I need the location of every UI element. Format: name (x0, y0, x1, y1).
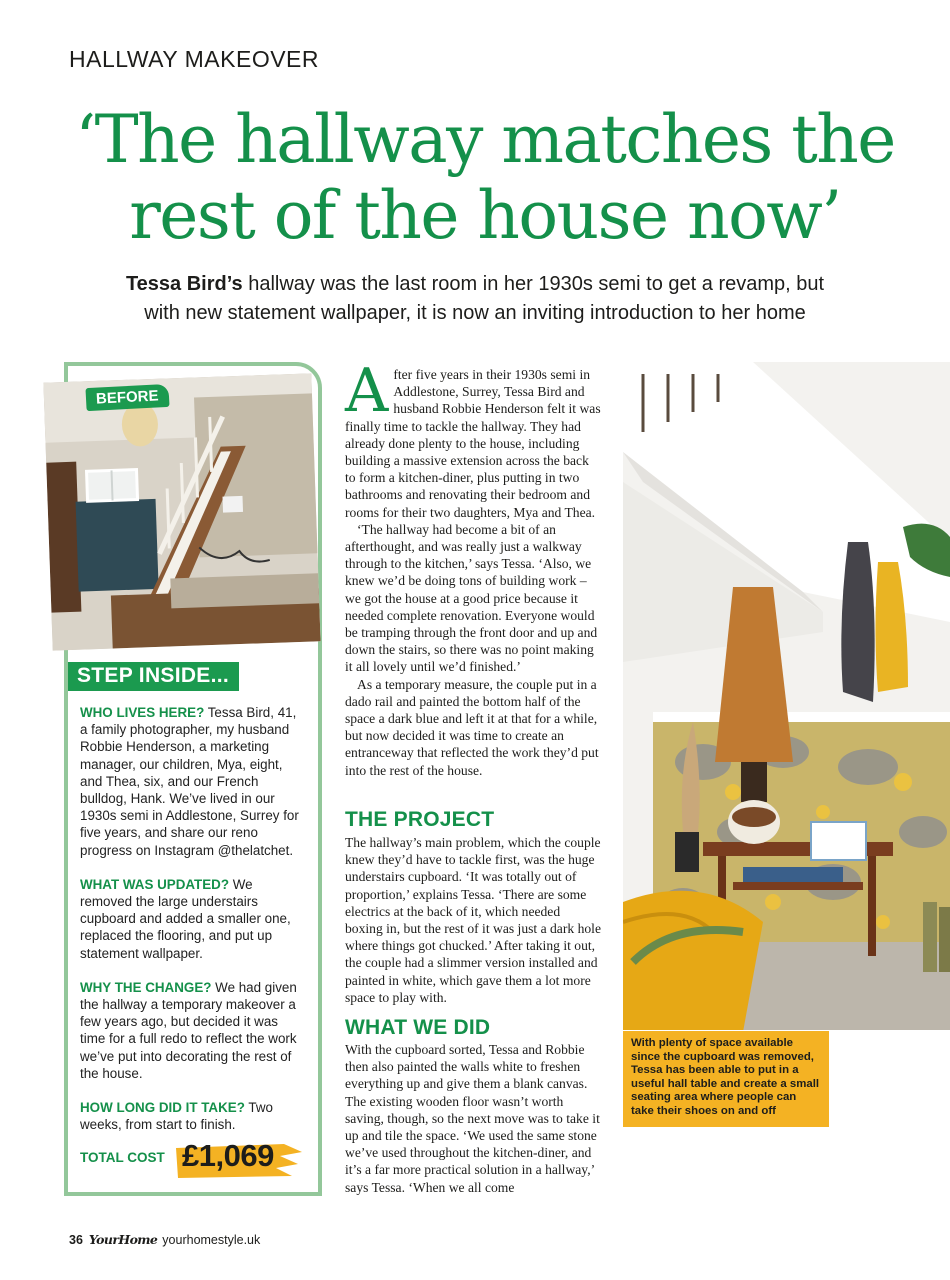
fact-answer: We removed the large understairs cupboard and added a smaller one, replaced the flooring, and put up statement wallpaper. (80, 876, 291, 961)
total-cost-badge (172, 1138, 304, 1182)
page-number: 36 (69, 1233, 83, 1247)
fact-updated (80, 876, 304, 962)
fact-answer: We had given the hallway a temporary makeover a few years ago, but decided it was time for a full redo to reflect the work we’ve put into decorating the rest of the house. (80, 979, 297, 1081)
fact-answer: Two weeks, from start to finish. (80, 1100, 273, 1133)
fact-question: HOW LONG DID IT TAKE? (80, 1100, 245, 1116)
before-label: BEFORE (85, 384, 169, 411)
fact-answer: Tessa Bird, 41, a family photographer, my husband Robbie Henderson, a marketing manager, our children, Mya, eight, and Thea, six, and our French bulldog, Hank. We’ve lived in our 1930s semi in Addlestone, Surrey for five years, and share our reno progress on Instagram @thelatchet. (80, 705, 299, 858)
standfirst-line-1: hallway was the last room in her 1930s semi to get a revamp, but (248, 273, 825, 295)
fact-how-long (80, 1099, 304, 1133)
fact-why (80, 979, 304, 1082)
article-intro (345, 356, 601, 779)
fact-question: WHAT WAS UPDATED? (80, 876, 230, 892)
facts-list (80, 704, 304, 1150)
standfirst-line-2: with new statement wallpaper, it is now an inviting introduction to her home (144, 302, 806, 324)
what-we-did-section (345, 1041, 601, 1196)
drop-cap: A (345, 356, 389, 426)
project-paragraph: The hallway’s main problem, which the couple knew they’d have to tackle first, was the huge understairs cupboard. ‘It was totally out of proportion,’ explains Tessa. ‘There are some electrics at the back of it, which needed boxing in, but the rest of it was just a dark hole where things got chucked.’ After taking it out, the couple had a slimmer version installed and painted in white, which gave them a lot more space to play with. (345, 835, 601, 1005)
heading-what-we-did: WHAT WE DID (345, 1016, 491, 1039)
project-section (345, 834, 601, 1006)
before-photo (43, 373, 320, 650)
total-cost-label: TOTAL COST (80, 1150, 165, 1165)
hallway-after-illustration (623, 362, 950, 1030)
fact-question: WHO LIVES HERE? (80, 705, 205, 720)
before-hallway-illustration (43, 373, 320, 650)
website-url: yourhomestyle.uk (162, 1233, 261, 1247)
fact-question: WHY THE CHANGE? (80, 979, 212, 995)
magazine-brand: YourHome (88, 1232, 158, 1247)
page-footer (69, 1232, 260, 1247)
standfirst-name: Tessa Bird’s (125, 273, 243, 295)
section-label: HALLWAY MAKEOVER (69, 46, 319, 72)
photo-caption: With plenty of space available since the cupboard was removed, Tessa has been able to put in a useful hall table and create a small seating area where people can take their shoes on and off (623, 1031, 829, 1127)
paragraph-3: As a temporary measure, the couple put in a dado rail and painted the bottom half of the space a dark blue and left it at that for a while, but now decided it was time to create an entranceway that reflected the work they’d put into the rest of the house. (345, 676, 599, 778)
headline-line-2: rest of the house now’ (129, 177, 841, 254)
total-cost-value: £1,069 (182, 1138, 274, 1173)
paragraph-2: ‘The hallway had become a bit of an afterthought, and was really just a walkway through to the kitchen,’ says Tessa. ‘Also, we knew we’d be doing tons of building work – we got the house at a good price because it needed complete renovation. Everyone would be tramping through the front door and up and down the stairs, so there was no point making it all lovely until we’d finished.’ (345, 521, 598, 675)
intro-paragraph: fter five years in their 1930s semi in Addlestone, Surrey, Tessa Bird and husband Robbie Henderson felt it was finally time to tackle the hallway. They had already done plenty to the house, including building a massive extension across the back to form a kitchen-diner, plus putting in two bathrooms and renovating their bedroom and rooms for their two daughters, Mya and Thea. (345, 367, 601, 520)
fact-who (80, 704, 304, 859)
what-we-did-paragraph: With the cupboard sorted, Tessa and Robbie then also painted the walls white to freshen everything up and give them a blank canvas. The existing wooden floor wasn’t worth saving, though, so the next move was to take it up and tile the space. ‘We used the same stone we’ve used throughout the kitchen-diner, and it’s a far more practical solution in a hallway,’ says Tessa. ‘When we all come (345, 1042, 600, 1195)
heading-the-project: THE PROJECT (345, 808, 495, 831)
step-inside-heading: STEP INSIDE... (68, 662, 239, 691)
headline (40, 102, 930, 254)
hallway-photo (623, 362, 950, 1030)
standfirst (40, 270, 910, 328)
headline-line-1: ‘The hallway matches the (75, 101, 895, 178)
